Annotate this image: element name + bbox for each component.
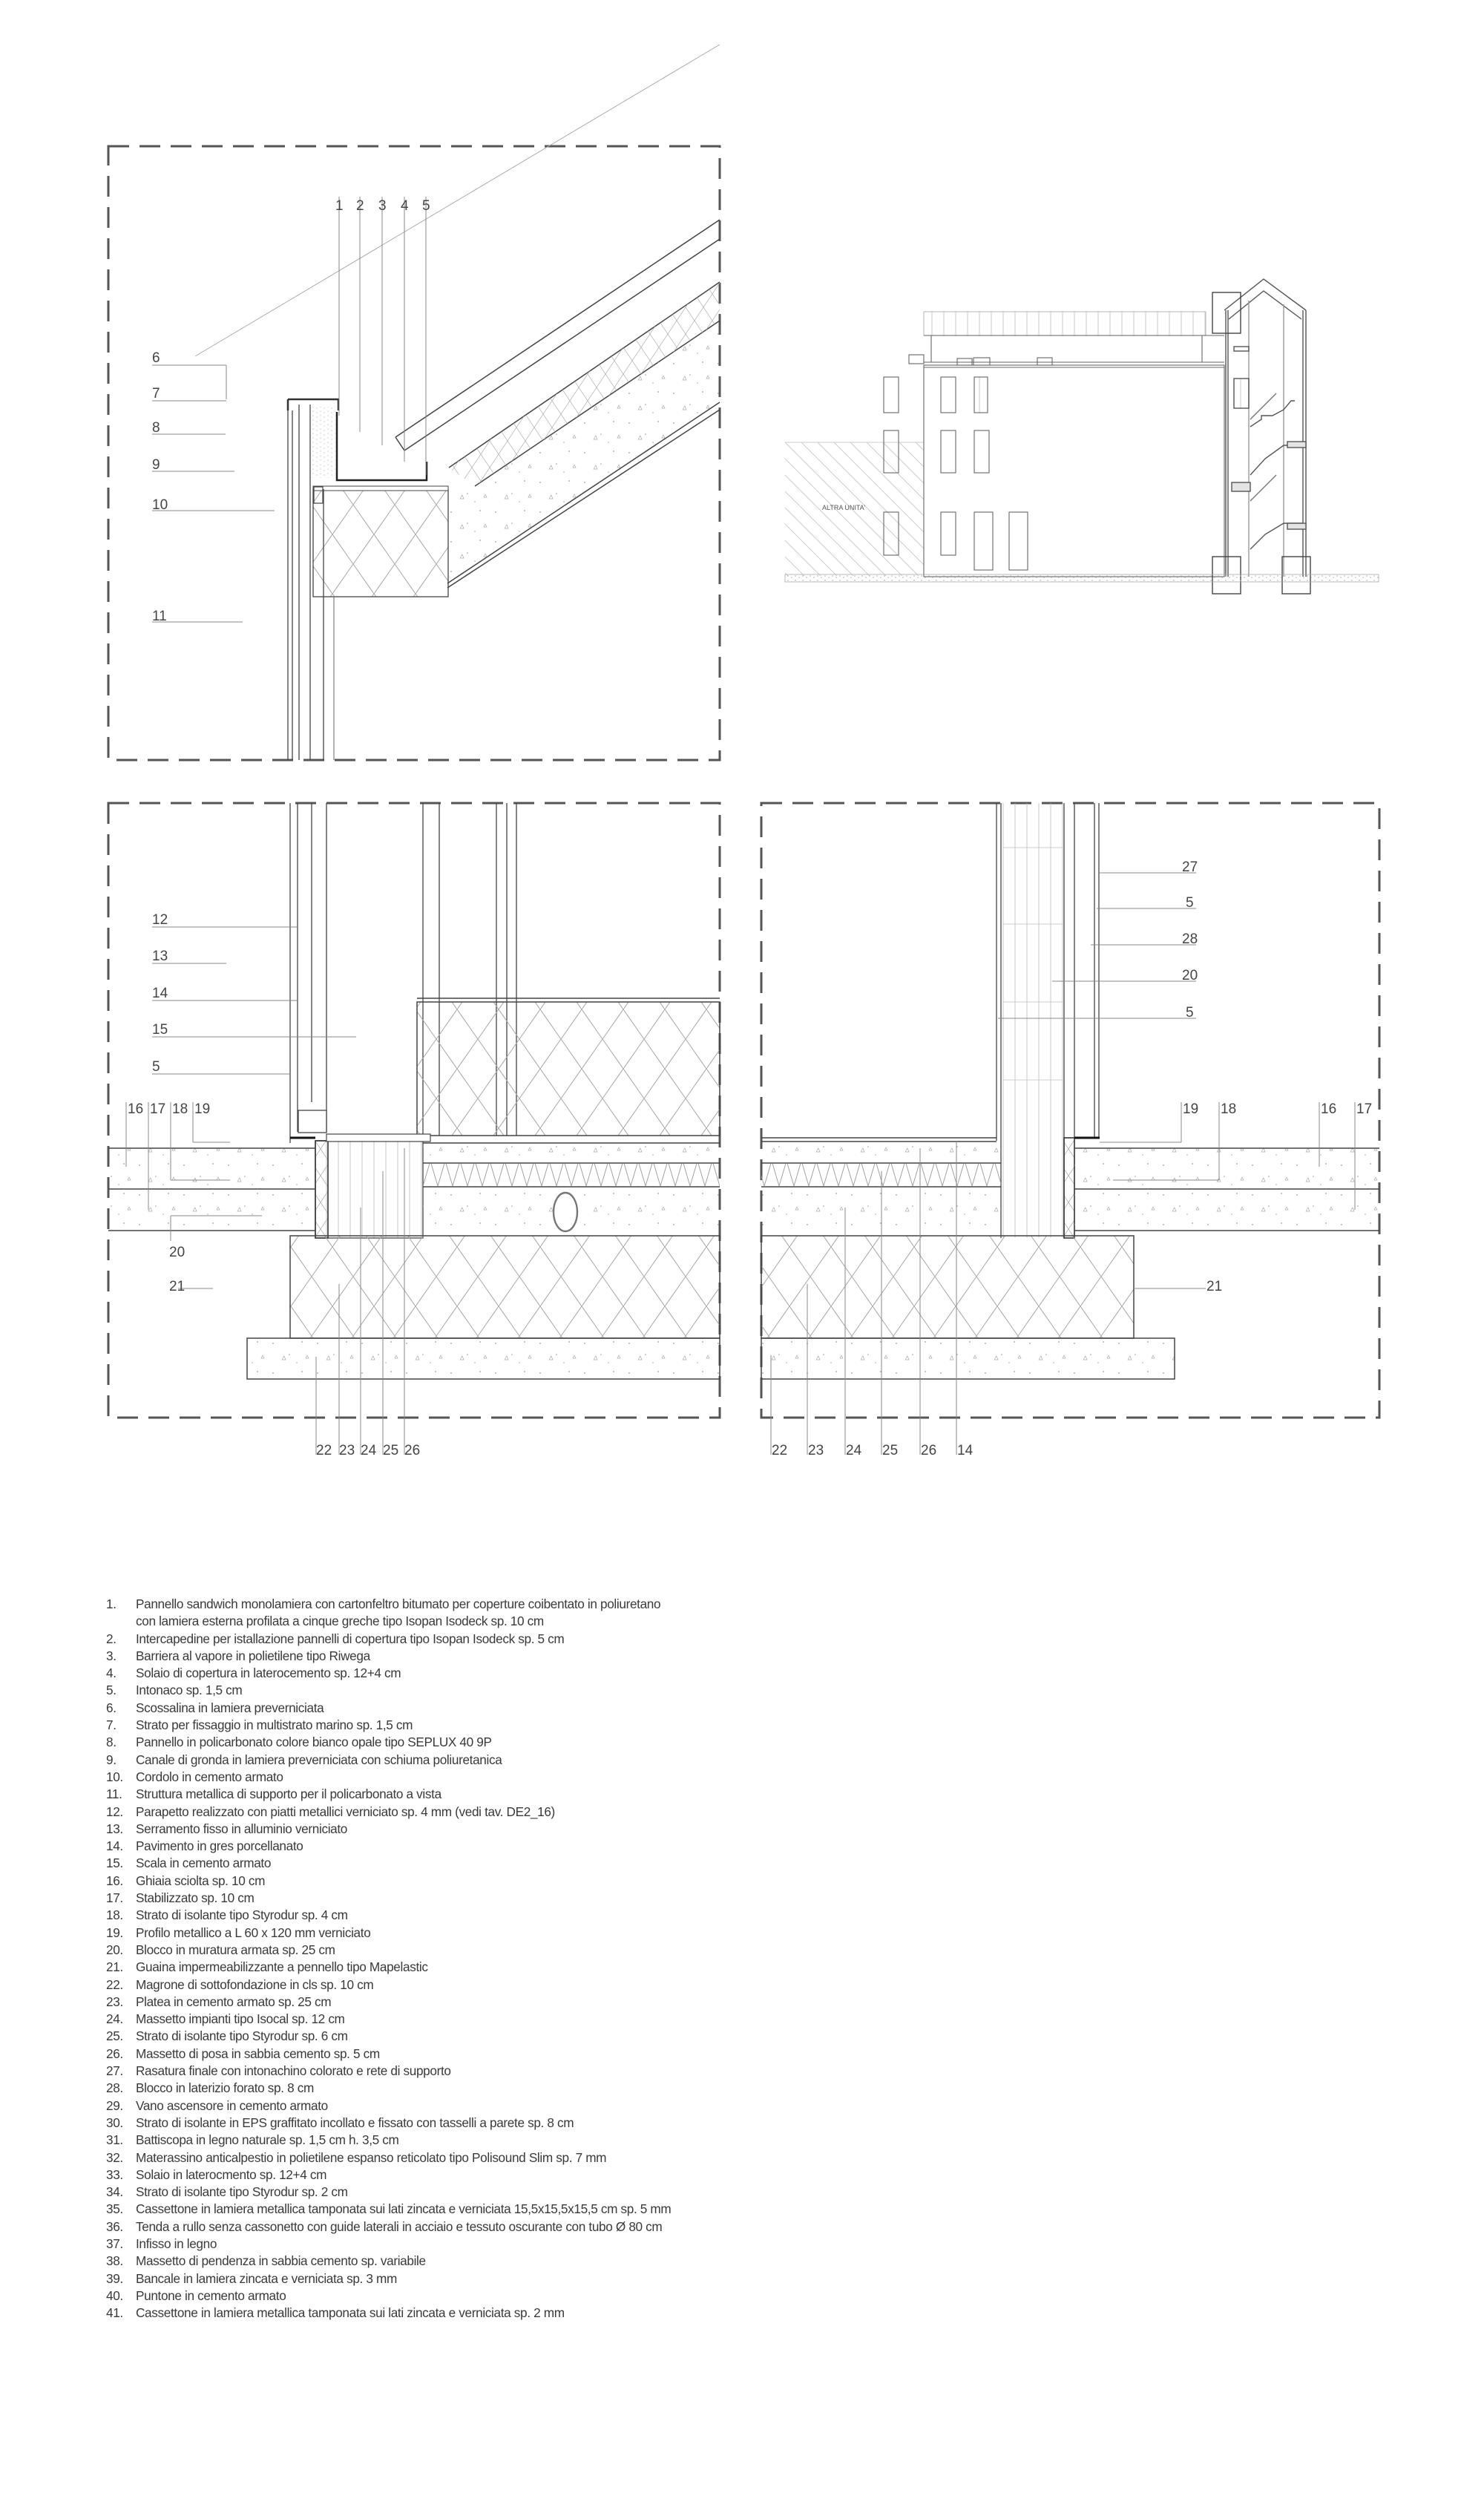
legend-item-text: Strato di isolante tipo Styrodur sp. 2 cm (136, 2184, 348, 2200)
legend-item (106, 1700, 1071, 1717)
legend-item (106, 1631, 1071, 1648)
callout-11: 11 (152, 609, 167, 624)
building-section-elevation (785, 279, 1379, 594)
legend-item-number: 4. (106, 1666, 116, 1681)
legend-item-number: 22. (106, 1976, 123, 1992)
legend-item (106, 1873, 1071, 1890)
legend-item (106, 1925, 1071, 1942)
roof-gutter-detail (108, 45, 720, 760)
legend-item-text: Puntone in cemento armato (136, 2287, 286, 2303)
callout-23: 23 (339, 1443, 355, 1458)
legend-item-number: 33. (106, 2166, 123, 2182)
legend-item (106, 1838, 1071, 1855)
legend-item-text: Battiscopa in legno naturale sp. 1,5 cm h. 3,5 cm (136, 2132, 399, 2148)
legend-item-text: Bancale in lamiera zincata e verniciata sp. 3 mm (136, 2270, 397, 2286)
legend-item-number: 38. (106, 2253, 123, 2269)
legend-item-text: Pavimento in gres porcellanato (136, 1838, 303, 1854)
legend-item-number: 19. (106, 1925, 123, 1940)
legend-item-number: 30. (106, 2115, 123, 2130)
callout-16: 16 (1321, 1101, 1337, 1117)
legend-item-text: Ghiaia sciolta sp. 10 cm (136, 1873, 266, 1888)
legend-item (106, 2287, 1071, 2305)
legend-item-number: 3. (106, 1648, 116, 1663)
callout-5: 5 (422, 198, 430, 214)
legend-item (106, 2011, 1071, 2028)
materials-legend (106, 1596, 1071, 2322)
legend-item-number: 34. (106, 2184, 123, 2200)
callout-17: 17 (150, 1101, 166, 1117)
legend-item (106, 1734, 1071, 1751)
callout-18: 18 (1221, 1101, 1237, 1117)
callout-5: 5 (152, 1059, 160, 1075)
legend-item (106, 2132, 1071, 2149)
legend-item-number: 27. (106, 2063, 123, 2079)
callout-25: 25 (882, 1443, 899, 1458)
legend-item-text: Strato di isolante tipo Styrodur sp. 4 cm (136, 1907, 348, 1923)
legend-item-text: Cassettone in lamiera metallica tamponata sui lati zincata e verniciata sp. 2 mm (136, 2305, 565, 2321)
callout-9: 9 (152, 457, 160, 473)
legend-item-text: Massetto di pendenza in sabbia cemento sp. variabile (136, 2253, 426, 2269)
callout-18: 18 (172, 1101, 188, 1117)
legend-item (106, 2253, 1071, 2270)
legend-item (106, 2028, 1071, 2045)
legend-item-text: Serramento fisso in alluminio verniciato (136, 1821, 348, 1836)
legend-item-text: Canale di gronda in lamiera preverniciata con schiuma poliuretanica (136, 1752, 502, 1767)
legend-item-number: 7. (106, 1717, 116, 1733)
legend-item-number: 26. (106, 2046, 123, 2061)
callout-13: 13 (152, 949, 168, 964)
legend-item-text: Guaina impermeabilizzante a pennello tipo Mapelastic (136, 1959, 428, 1975)
legend-item-text: Materassino anticalpestio in polietilene espanso reticolato tipo Polisound Slim sp. 7 mm (136, 2149, 607, 2165)
legend-item (106, 1890, 1071, 1907)
legend-item-number: 20. (106, 1942, 123, 1957)
base-detail-left (108, 803, 720, 1458)
legend-item (106, 1665, 1071, 1682)
callout-27: 27 (1182, 859, 1198, 875)
callout-20: 20 (169, 1245, 186, 1260)
legend-item-text: Massetto di posa in sabbia cemento sp. 5 cm (136, 2046, 380, 2061)
legend-item-number: 12. (106, 1804, 123, 1819)
legend-item-text: Profilo metallico a L 60 x 120 mm verniciato (136, 1925, 371, 1940)
legend-item-text: Massetto impianti tipo Isocal sp. 12 cm (136, 2011, 345, 2027)
legend-item-text: Pannello sandwich monolamiera con cartonfeltro bitumato per coperture coibentato in poliuretano (136, 1596, 661, 1611)
legend-item (106, 2080, 1071, 2097)
callout-22: 22 (772, 1443, 788, 1458)
callout-24: 24 (361, 1443, 377, 1458)
callout-7: 7 (152, 386, 160, 402)
legend-item-number: 1. (106, 1596, 116, 1611)
callout-21: 21 (169, 1279, 186, 1294)
legend-item-number: 40. (106, 2287, 123, 2303)
callout-2: 2 (356, 198, 364, 214)
legend-item-number: 9. (106, 1752, 116, 1767)
legend-item-text: Solaio in laterocmento sp. 12+4 cm (136, 2166, 327, 2182)
legend-item (106, 1976, 1071, 1994)
legend-item-number: 29. (106, 2097, 123, 2113)
callout-26: 26 (921, 1443, 937, 1458)
legend-item-text: Scala in cemento armato (136, 1856, 272, 1871)
legend-item-text: Struttura metallica di supporto per il policarbonato a vista (136, 1786, 441, 1802)
legend-item (106, 2184, 1071, 2201)
legend-item-text: Strato di isolante tipo Styrodur sp. 6 cm (136, 2028, 348, 2044)
legend-item-text: Scossalina in lamiera preverniciata (136, 1700, 324, 1715)
neighbor-label: ALTRA UNITA' (822, 504, 866, 511)
legend-item-number: 17. (106, 1890, 123, 1906)
legend-item-text: Solaio di copertura in laterocemento sp. 12+4 cm (136, 1666, 401, 1681)
legend-item (106, 2115, 1071, 2132)
legend-item-text: Stabilizzato sp. 10 cm (136, 1890, 255, 1906)
callout-14: 14 (152, 986, 168, 1001)
legend-item (106, 2305, 1071, 2322)
legend-item-number: 28. (106, 2080, 123, 2096)
callout-19: 19 (1183, 1101, 1199, 1117)
legend-item (106, 1959, 1071, 1976)
callout-25: 25 (383, 1443, 399, 1458)
callout-22: 22 (316, 1443, 332, 1458)
legend-item (106, 1821, 1071, 1838)
legend-item-number: 41. (106, 2305, 123, 2321)
legend-item (106, 1682, 1071, 1699)
legend-item (106, 2236, 1071, 2253)
legend-item-text: Parapetto realizzato con piatti metallici verniciato sp. 4 mm (vedi tav. DE2_16) (136, 1804, 555, 1819)
callout-4: 4 (401, 198, 409, 214)
legend-item (106, 1648, 1071, 1665)
legend-item-number: 2. (106, 1631, 116, 1646)
legend-item (106, 1752, 1071, 1769)
legend-item-continuation: con lamiera esterna profilata a cinque greche tipo Isopan Isodeck sp. 10 cm (136, 1614, 544, 1629)
legend-item-text: Blocco in laterizio forato sp. 8 cm (136, 2080, 314, 2096)
callout-16: 16 (128, 1101, 144, 1117)
legend-item (106, 2097, 1071, 2115)
callout-19: 19 (194, 1101, 211, 1117)
callout-20: 20 (1182, 968, 1198, 983)
legend-item-text: Blocco in muratura armata sp. 25 cm (136, 1942, 335, 1957)
legend-item-number: 6. (106, 1700, 116, 1715)
legend-item-number: 24. (106, 2011, 123, 2027)
legend-item-number: 31. (106, 2132, 123, 2148)
legend-item-number: 25. (106, 2028, 123, 2044)
legend-item-number: 37. (106, 2236, 123, 2251)
legend-item-text: Intonaco sp. 1,5 cm (136, 1683, 243, 1698)
legend-item-text: Magrone di sottofondazione in cls sp. 10 cm (136, 1976, 374, 1992)
callout-8: 8 (152, 420, 160, 436)
callout-28: 28 (1182, 931, 1198, 947)
callout-23: 23 (808, 1443, 824, 1458)
legend-item-number: 5. (106, 1683, 116, 1698)
legend-item-text: Vano ascensore in cemento armato (136, 2097, 328, 2113)
legend-item (106, 1786, 1071, 1803)
legend-item-number: 15. (106, 1856, 123, 1871)
legend-item-number: 39. (106, 2270, 123, 2286)
legend-item-text: Strato di isolante in EPS graffitato incollato e fissato con tasselli a parete sp. 8 cm (136, 2115, 574, 2130)
legend-item-number: 35. (106, 2201, 123, 2217)
legend-item-text: Rasatura finale con intonachino colorato e rete di supporto (136, 2063, 451, 2079)
legend-item-text: Intercapedine per istallazione pannelli di copertura tipo Isopan Isodeck sp. 5 cm (136, 1631, 565, 1646)
legend-item (106, 1855, 1071, 1872)
legend-item (106, 1717, 1071, 1734)
legend-item (106, 1804, 1071, 1821)
legend-item (106, 1596, 1071, 1613)
legend-item-number: 18. (106, 1907, 123, 1923)
callout-21: 21 (1206, 1279, 1223, 1294)
legend-item-number: 8. (106, 1735, 116, 1750)
callout-6: 6 (152, 350, 160, 366)
legend-item (106, 2149, 1071, 2166)
legend-item (106, 1994, 1071, 2011)
legend-item-number: 36. (106, 2218, 123, 2234)
legend-item-number: 14. (106, 1838, 123, 1854)
legend-item (106, 2201, 1071, 2218)
callout-5: 5 (1186, 895, 1194, 911)
callout-17: 17 (1356, 1101, 1373, 1117)
legend-item-text: Infisso in legno (136, 2236, 217, 2251)
legend-item (106, 2046, 1071, 2063)
legend-item (106, 2063, 1071, 2080)
legend-item-text: Cordolo in cemento armato (136, 1769, 283, 1784)
legend-item-text: Tenda a rullo senza cassonetto con guide laterali in acciaio e tessuto oscurante con tubo Ø 80 cm (136, 2218, 663, 2234)
legend-item-number: 11. (106, 1786, 122, 1802)
legend-item-text: Strato per fissaggio in multistrato marino sp. 1,5 cm (136, 1717, 413, 1733)
legend-item-number: 23. (106, 1994, 123, 2009)
legend-item-number: 13. (106, 1821, 123, 1836)
legend-item-text: Platea in cemento armato sp. 25 cm (136, 1994, 332, 2009)
legend-item (106, 2270, 1071, 2287)
legend-item-number: 10. (106, 1769, 123, 1784)
callout-1: 1 (335, 198, 344, 214)
callout-5: 5 (1186, 1005, 1194, 1021)
legend-item-text: Barriera al vapore in polietilene tipo Riwega (136, 1648, 370, 1663)
callout-10: 10 (152, 497, 168, 513)
callout-3: 3 (378, 198, 387, 214)
callout-26: 26 (404, 1443, 421, 1458)
callout-14: 14 (957, 1443, 974, 1458)
legend-item-text: Pannello in policarbonato colore bianco opale tipo SEPLUX 40 9P (136, 1735, 492, 1750)
legend-item-number: 32. (106, 2149, 123, 2165)
legend-item (106, 1769, 1071, 1786)
callout-24: 24 (846, 1443, 862, 1458)
legend-item-number: 21. (106, 1959, 123, 1975)
legend-item (106, 1942, 1071, 1959)
callout-12: 12 (152, 912, 168, 928)
base-detail-right (761, 803, 1379, 1458)
callout-15: 15 (152, 1022, 168, 1038)
legend-item (106, 1907, 1071, 1924)
roof-callouts-top (335, 198, 430, 214)
legend-item-text: Cassettone in lamiera metallica tamponata sui lati zincata e verniciata 15,5x15,5x15,5 cm sp. 5 mm (136, 2201, 672, 2217)
roof-callouts-left (152, 350, 168, 624)
legend-item (106, 2166, 1071, 2184)
legend-item-number: 16. (106, 1873, 123, 1888)
legend-item (106, 2218, 1071, 2236)
